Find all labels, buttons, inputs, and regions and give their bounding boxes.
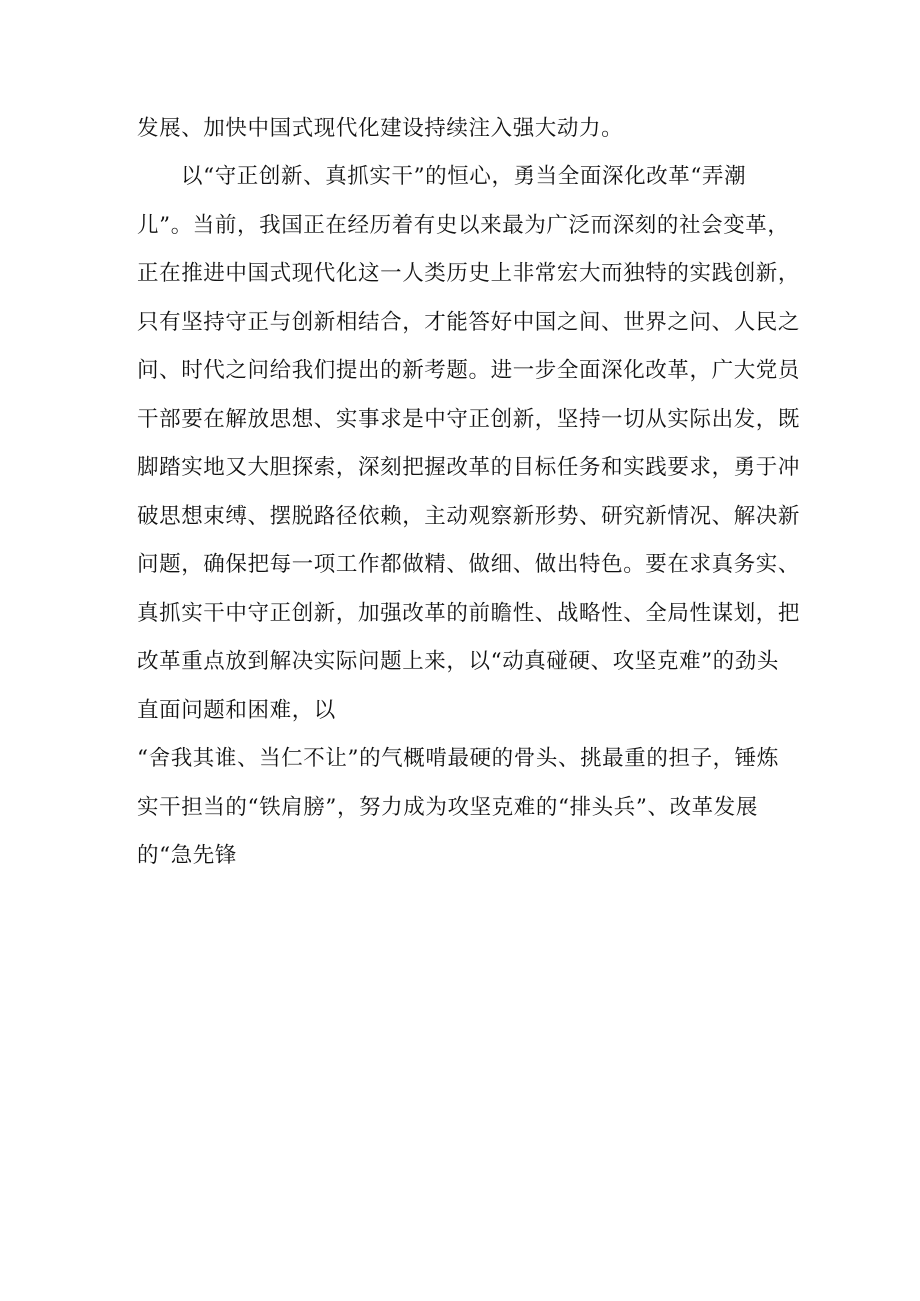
text-line: 干部要在解放思想、实事求是中守正创新，坚持一切从实际出发，既	[137, 406, 801, 432]
text-line: 以“守正创新、真抓实干”的恒心，勇当全面深化改革“弄潮	[181, 164, 747, 189]
text-line: “舍我其谁、当仁不让”的气概啃最硬的骨头、挑最重的担子，锤炼	[137, 746, 779, 771]
text-line: 问、时代之问给我们提出的新考题。进一步全面深化改革，广大党员	[137, 358, 801, 383]
text-line: 破思想束缚、摆脱路径依赖，主动观察新形势、研究新情况、解决新	[137, 503, 801, 529]
text-line: 实干担当的“铁肩膀”，努力成为攻坚克难的“排头兵”、改革发展	[137, 794, 758, 820]
text-line: 直面问题和困难，以	[137, 697, 336, 723]
paragraph-main	[137, 153, 801, 881]
text-line: 正在推进中国式现代化这一人类历史上非常宏大而独特的实践创新，	[137, 261, 801, 286]
text-line: 只有坚持守正与创新相结合，才能答好中国之间、世界之问、人民之	[137, 309, 801, 335]
text-line: 问题，确保把每一项工作都做精、做细、做出特色。要在求真务实、	[137, 552, 801, 577]
text-line: 脚踏实地又大胆探索，深刻把握改革的目标任务和实践要求，勇于冲	[137, 455, 801, 480]
text-line: 发展、加快中国式现代化建设持续注入强大动力。	[137, 116, 624, 141]
text-line: 儿”。当前，我国正在经历着有史以来最为广泛而深刻的社会变革，	[137, 212, 790, 238]
paragraph-continuation	[137, 105, 787, 154]
text-line: 的“急先锋	[137, 843, 237, 868]
text-line: 真抓实干中守正创新，加强改革的前瞻性、战略性、全局性谋划，把	[137, 600, 801, 626]
text-line: 改革重点放到解决实际问题上来，以“动真碰硬、攻坚克难”的劲头	[137, 649, 779, 674]
